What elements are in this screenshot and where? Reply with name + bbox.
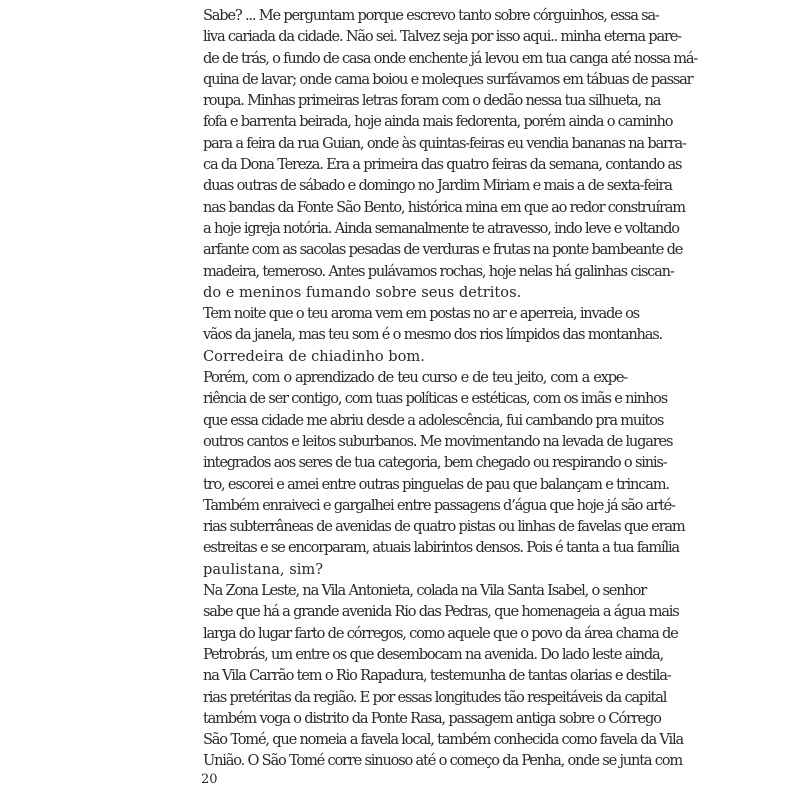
paragraph (175, 367, 685, 580)
text-line: Também enraiveci e gargalhei entre passagens d’água que hoje já são arté- (203, 496, 675, 514)
text-line: que essa cidade me abriu desde a adolescência, fui cambando pra muitos (203, 411, 664, 429)
text-line: integrados aos seres de tua categoria, bem chegado ou respirando o sinis- (203, 454, 667, 472)
text-line: madeira, temeroso. Antes pulávamos rochas, hoje nelas há galinhas ciscan- (203, 262, 674, 280)
text-line: rias pretéritas da região. E por essas longitudes tão respeitáveis da capital (203, 688, 667, 706)
text-line: riência de ser contigo, com tuas políticas e estéticas, com os imãs e ninhos (203, 390, 668, 408)
text-line: liva cariada da cidade. Não sei. Talvez seja por isso aqui.. minha eterna pare- (203, 28, 681, 46)
text-line: fofa e barrenta beirada, hoje ainda mais fedorenta, porém ainda o caminho (203, 113, 673, 131)
text-line: Petrobrás, um entre os que desembocam na avenida. Do lado leste ainda, (203, 645, 663, 663)
paragraph (175, 303, 662, 367)
text-line: São Tomé, que nomeia a favela local, também conhecida como favela da Vila (203, 731, 683, 749)
text-line: vãos da janela, mas teu som é o mesmo dos rios límpidos das montanhas. (203, 326, 662, 344)
text-line: também voga o distrito da Ponte Rasa, passagem antiga sobre o Córrego (203, 709, 661, 727)
page-number: 20 (201, 772, 218, 787)
text-line: na Vila Carrão tem o Rio Rapadura, testemunha de tantas olarias e destila- (203, 667, 671, 685)
text-line: nas bandas da Fonte São Bento, histórica mina em que ao redor construíram (203, 198, 685, 216)
body-text (175, 5, 698, 772)
text-line: outros cantos e leitos suburbanos. Me movimentando na levada de lugares (203, 432, 673, 450)
text-line: Corredeira de chiadinho bom. (203, 347, 425, 365)
text-line: larga do lugar farto de córregos, como aquele que o povo da área chama de (203, 624, 678, 642)
text-line: sabe que há a grande avenida Rio das Pedras, que homenageia a água mais (203, 603, 679, 621)
text-line: a hoje igreja notória. Ainda semanalmente te atravesso, indo leve e voltando (203, 219, 679, 237)
paragraph (175, 5, 698, 303)
text-line: Sabe? ... Me perguntam porque escrevo tanto sobre córguinhos, essa sa- (203, 7, 659, 24)
paragraph (175, 580, 683, 772)
text-line: ca da Dona Tereza. Era a primeira das quatro feiras da semana, contando as (203, 156, 682, 174)
text-line: Porém, com o aprendizado de teu curso e de teu jeito, com a expe- (203, 369, 627, 387)
text-line: duas outras de sábado e domingo no Jardim Miriam e mais a de sexta-feira (203, 177, 672, 195)
text-line: Na Zona Leste, na Vila Antonieta, colada na Vila Santa Isabel, o senhor (203, 582, 646, 600)
text-line: arfante com as sacolas pesadas de verduras e frutas na ponte bambeante de (203, 241, 683, 259)
text-line: tro, escorei e amei entre outras pinguelas de pau que balançam e trincam. (203, 475, 669, 493)
text-line: paulistana, sim? (203, 560, 324, 578)
text-line: para a feira da rua Guian, onde às quintas-feiras eu vendia bananas na barra- (203, 134, 686, 152)
text-line: roupa. Minhas primeiras letras foram com o dedão nessa tua silhueta, na (203, 92, 661, 110)
text-line: de de trás, o fundo de casa onde enchente já levou em tua canga até nossa má- (203, 49, 698, 67)
text-line: quina de lavar; onde cama boiou e moleques surfávamos em tábuas de passar (203, 70, 693, 88)
text-line: Tem noite que o teu aroma vem em postas no ar e aperreia, invade os (203, 305, 639, 323)
text-line: União. O São Tomé corre sinuoso até o começo da Penha, onde se junta com (203, 752, 682, 770)
text-line: do e meninos fumando sobre seus detritos. (203, 283, 522, 301)
text-line: rias subterrâneas de avenidas de quatro pistas ou linhas de favelas que eram (203, 518, 685, 536)
text-line: estreitas e se encorparam, atuais labirintos densos. Pois é tanta a tua família (203, 539, 679, 557)
